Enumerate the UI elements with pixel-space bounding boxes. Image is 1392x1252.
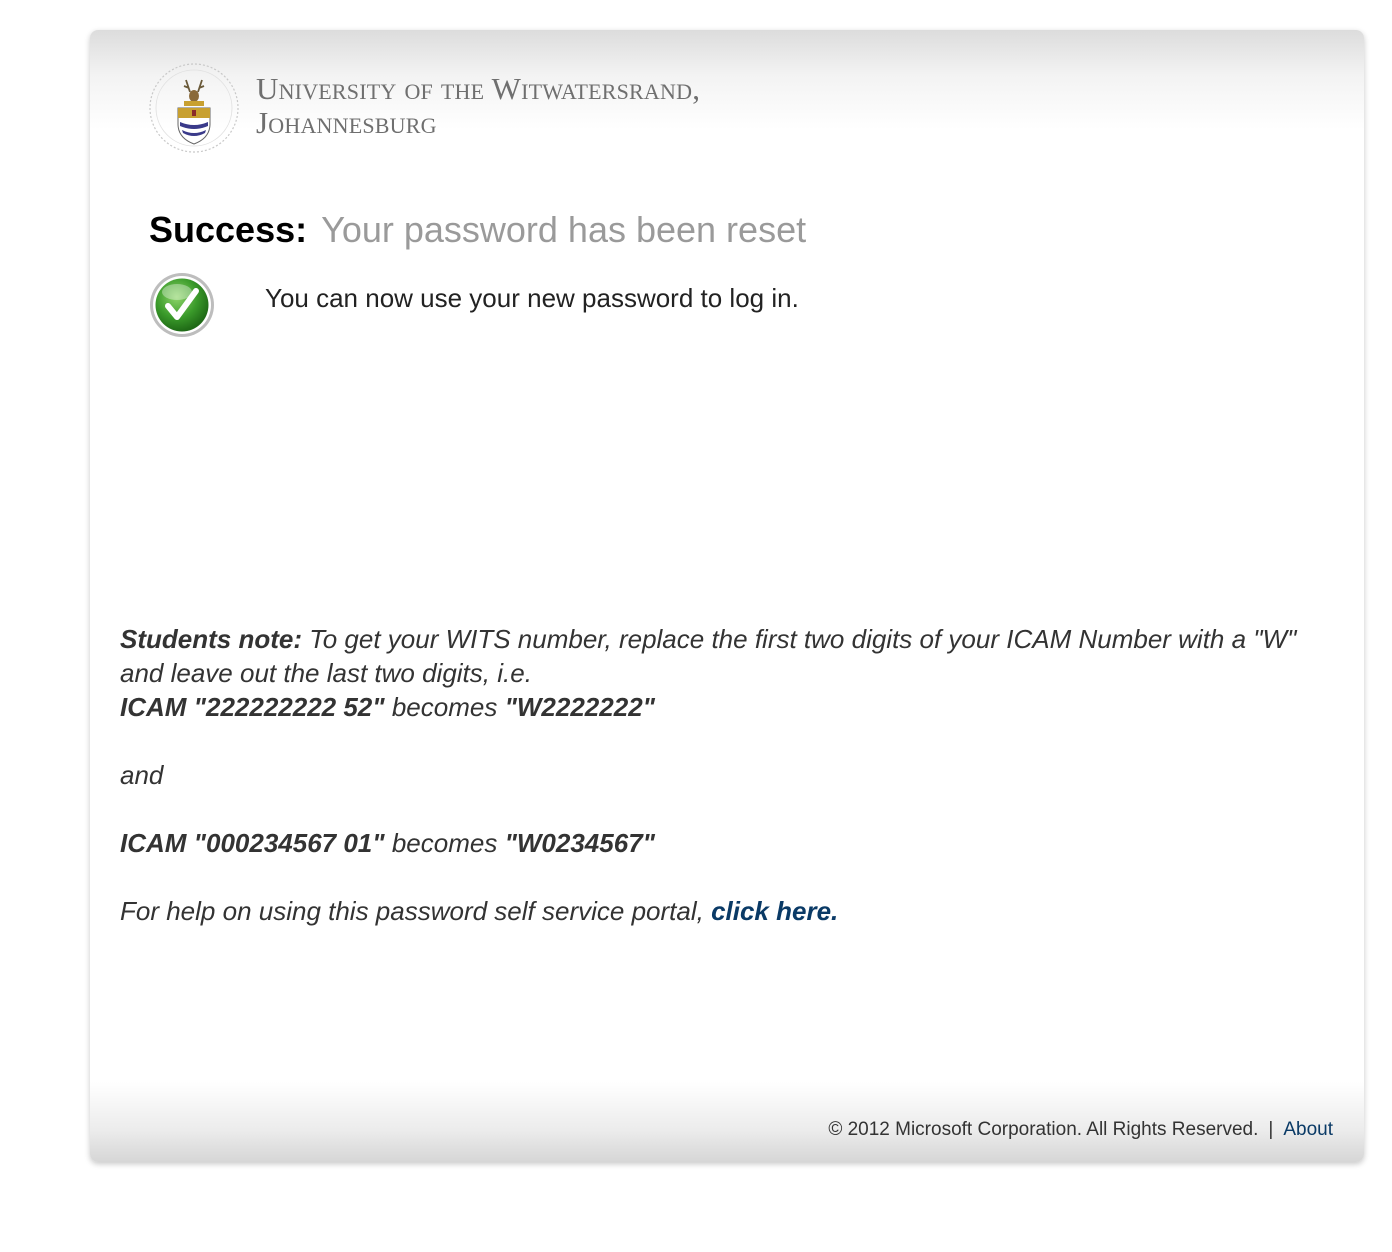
example1-becomes: becomes [384,692,505,722]
status-label: Success: [149,209,308,250]
status-heading [149,208,806,252]
copyright-text: © 2012 Microsoft Corporation. All Rights Reserved. [828,1119,1259,1140]
status-detail: You can now use your new password to log in. [265,283,799,313]
note-text: To get your WITS number, replace the first two digits of your ICAM Number with a "W" and leave out the last two digits, i.e. [120,624,1297,688]
note-label: Students note: [120,624,302,654]
note-intro [120,622,1340,690]
example1-icam: ICAM "222222222 52" [120,692,385,722]
help-text: For help on using this password self service portal, [120,896,712,926]
page-header [146,58,700,162]
status-message: Your password has been reset [321,209,807,250]
help-link[interactable]: click here. [711,896,839,926]
university-name [256,72,700,140]
university-name-line1: University of the Witwatersrand, [256,71,701,106]
example2-icam: ICAM "000234567 01" [120,828,385,858]
example2-becomes: becomes [384,828,505,858]
note-example-1 [120,690,1340,724]
students-note [120,622,1340,928]
main-panel [90,30,1364,1162]
about-link[interactable]: About [1283,1119,1333,1140]
check-icon [149,272,215,338]
note-example-2 [120,826,1340,860]
note-and: and [120,760,164,790]
page-footer [828,1118,1333,1142]
university-name-line2: Johannesburg [256,105,437,140]
help-line [120,894,1340,928]
footer-separator: | [1268,1119,1274,1140]
example1-wits: "W2222222" [504,692,655,722]
university-crest-icon [146,58,242,162]
example2-wits: "W0234567" [504,828,655,858]
